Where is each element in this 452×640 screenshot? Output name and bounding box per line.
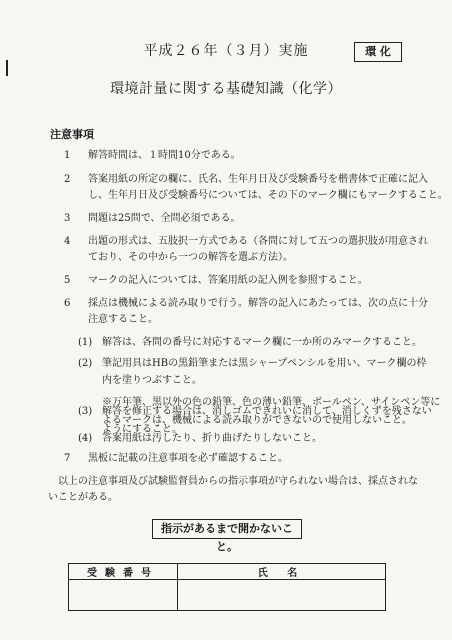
sub-number: (2) [78, 358, 93, 369]
closing-line: いことがある。 [48, 492, 118, 503]
note-text: 出題の形式は、五肢択一方式である（各問に対して五つの選択肢が用意され [88, 236, 428, 247]
sub-text: 解答を修正する場合は、消しゴムできれいに消して、消しくずを残さない [102, 406, 432, 417]
exam-number-header: 受験番号 [69, 564, 178, 580]
note-text: 問題は25問で、全問必須である。 [88, 213, 241, 224]
subject-code-box: 環 化 [354, 42, 402, 62]
note-number: 2 [64, 174, 71, 185]
examinee-info-table [68, 563, 386, 611]
note-text: 答案用紙の所定の欄に、氏名、生年月日及び受験番号を楷書体で正確に記入 [88, 174, 428, 185]
sub-text: ようにすること。 [102, 424, 182, 435]
note-number: 5 [64, 275, 71, 286]
notes-heading: 注意事項 [50, 128, 94, 141]
note-text: 黒板に記載の注意事項を必ず確認すること。 [88, 453, 288, 464]
sub-text: 解答は、各問の番号に対応するマーク欄に一か所のみマークすること。 [102, 337, 422, 348]
note-number: 7 [64, 453, 71, 464]
sub-note-text: ※万年筆、黒以外の色の鉛筆、色の薄い鉛筆、ボールペン、サインペン等に [102, 397, 441, 408]
sub-note-text: よるマークは、機械による読み取りができないので使用しないこと。 [102, 415, 412, 426]
note-number: 6 [64, 298, 71, 309]
sub-text: 筆記用具はHBの黒鉛筆または黒シャープペンシルを用い、マーク欄の枠 [102, 358, 427, 369]
closing-line: 以上の注意事項及び試験監督員からの指示事項が守られない場合は、採点されな [58, 476, 418, 487]
margin-mark [6, 60, 8, 76]
sub-number: (1) [78, 337, 93, 348]
exam-main-title: 環境計量に関する基礎知識（化学） [110, 81, 342, 97]
note-text: し、生年月日及び受験番号については、その下のマーク欄にもマークすること。 [88, 190, 448, 201]
exam-number-field[interactable] [69, 580, 178, 611]
note-text: 注意すること。 [88, 314, 158, 325]
note-text: 解答時間は、１時間10分である。 [88, 150, 241, 161]
note-text: ており、その中から一つの解答を選ぶ方法）。 [88, 252, 293, 263]
sub-text: 答案用紙は汚したり、折り曲げたりしないこと。 [102, 433, 322, 444]
do-not-open-notice: 指示があるまで開かないこと。 [152, 519, 302, 539]
note-number: 1 [64, 150, 71, 161]
name-header: 氏 名 [178, 564, 386, 580]
sub-text: 内を塗りつぶすこと。 [102, 375, 202, 386]
note-text: マークの記入については、答案用紙の記入例を参照すること。 [88, 275, 368, 286]
sub-number: (4) [78, 433, 93, 444]
note-text: 採点は機械による読み取りで行う。解答の記入にあたっては、次の点に十分 [88, 298, 428, 309]
exam-date-title: 平成２６年（３月）実施 [143, 43, 309, 59]
note-number: 4 [64, 236, 71, 247]
name-field[interactable] [178, 580, 386, 611]
note-number: 3 [64, 213, 71, 224]
sub-number: (3) [78, 406, 93, 417]
